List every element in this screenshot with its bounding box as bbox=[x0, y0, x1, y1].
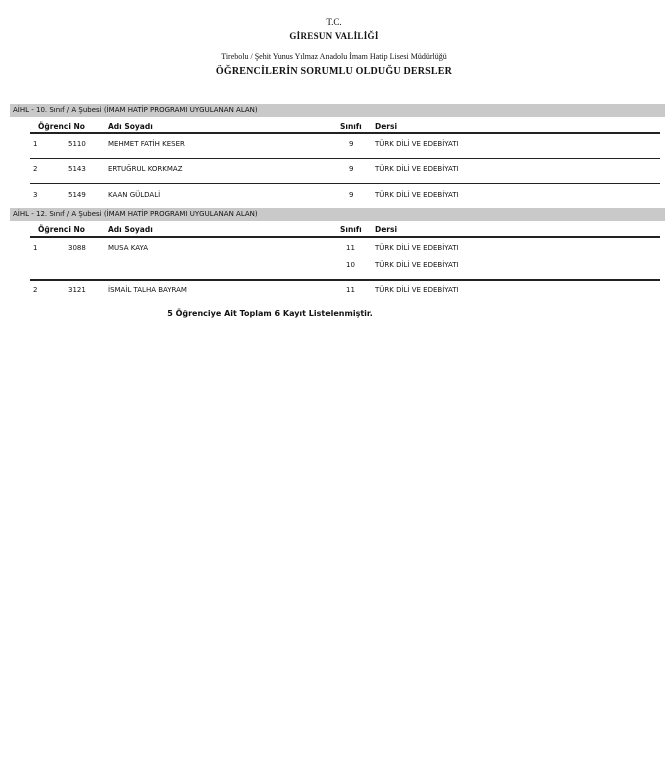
row-course: TÜRK DİLİ VE EDEBİYATI bbox=[375, 286, 459, 294]
row-name: ERTUĞRUL KORKMAZ bbox=[108, 165, 183, 173]
col-header-no: Öğrenci No bbox=[38, 122, 85, 131]
row-number: 5149 bbox=[68, 191, 86, 199]
row-grade: 11 bbox=[346, 286, 355, 294]
row-number: 5143 bbox=[68, 165, 86, 173]
row-grade: 9 bbox=[349, 140, 354, 148]
header-governorship: GİRESUN VALİLİĞİ bbox=[289, 31, 379, 41]
row-name: İSMAİL TALHA BAYRAM bbox=[108, 286, 187, 294]
row-index: 2 bbox=[33, 165, 38, 173]
row-number: 3121 bbox=[68, 286, 86, 294]
row-grade: 9 bbox=[349, 191, 354, 199]
col-header-grade: Sınıfı bbox=[340, 225, 362, 234]
row-index: 2 bbox=[33, 286, 38, 294]
row-name: MUSA KAYA bbox=[108, 244, 148, 252]
col-header-name: Adı Soyadı bbox=[108, 225, 153, 234]
row-name: KAAN GÜLDALİ bbox=[108, 191, 161, 199]
header-school: Tirebolu / Şehit Yunus Yılmaz Anadolu İmam Hatip Lisesi Müdürlüğü bbox=[221, 52, 447, 61]
row-course: TÜRK DİLİ VE EDEBİYATI bbox=[375, 140, 459, 148]
row-course: TÜRK DİLİ VE EDEBİYATI bbox=[375, 261, 459, 269]
header-country: T.C. bbox=[326, 17, 342, 27]
row-course: TÜRK DİLİ VE EDEBİYATI bbox=[375, 191, 459, 199]
row-divider bbox=[30, 183, 660, 184]
section-band-10a: AİHL - 10. Sınıf / A Şubesi (İMAM HATİP PROGRAMI UYGULANAN ALAN) bbox=[10, 104, 665, 117]
col-header-course: Dersi bbox=[375, 122, 398, 131]
row-name: MEHMET FATİH KESER bbox=[108, 140, 185, 148]
row-number: 5110 bbox=[68, 140, 86, 148]
header-divider bbox=[30, 132, 660, 134]
row-grade: 9 bbox=[349, 165, 354, 173]
section-band-12a: AİHL - 12. Sınıf / A Şubesi (İMAM HATİP PROGRAMI UYGULANAN ALAN) bbox=[10, 208, 665, 221]
col-header-no: Öğrenci No bbox=[38, 225, 85, 234]
col-header-name: Adı Soyadı bbox=[108, 122, 153, 131]
header-divider bbox=[30, 236, 660, 238]
row-grade: 11 bbox=[346, 244, 355, 252]
row-number: 3088 bbox=[68, 244, 86, 252]
row-divider bbox=[30, 158, 660, 159]
col-header-course: Dersi bbox=[375, 225, 398, 234]
col-header-grade: Sınıfı bbox=[340, 122, 362, 131]
row-course: TÜRK DİLİ VE EDEBİYATI bbox=[375, 244, 459, 252]
row-divider bbox=[30, 279, 660, 281]
row-course: TÜRK DİLİ VE EDEBİYATI bbox=[375, 165, 459, 173]
page-title: ÖĞRENCİLERİN SORUMLU OLDUĞU DERSLER bbox=[215, 66, 453, 77]
row-index: 3 bbox=[33, 191, 38, 199]
row-grade: 10 bbox=[346, 261, 355, 269]
row-index: 1 bbox=[33, 140, 38, 148]
record-summary: 5 Öğrenciye Ait Toplam 6 Kayıt Listelenmiştir. bbox=[167, 309, 373, 318]
row-index: 1 bbox=[33, 244, 38, 252]
